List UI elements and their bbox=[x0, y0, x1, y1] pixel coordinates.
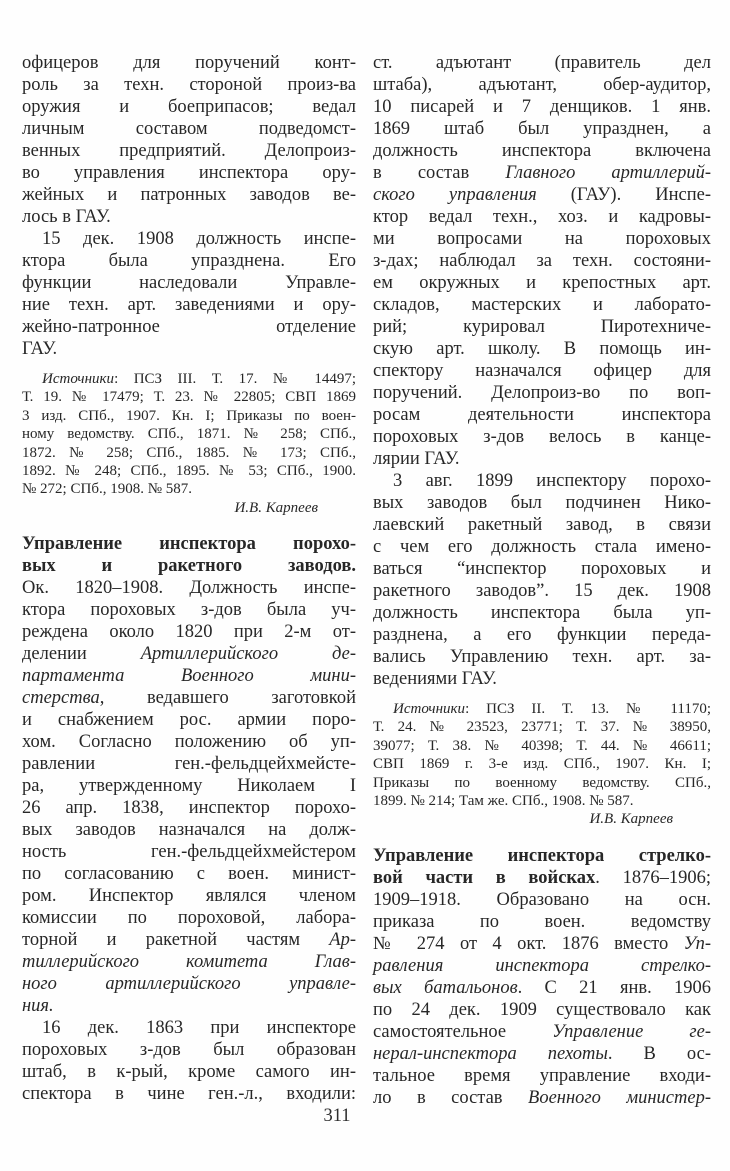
text-run: разднена, а его функции переда- bbox=[373, 625, 711, 645]
paragraph bbox=[22, 1017, 356, 1105]
text-run: 26 апр. 1838, инспектор порохо- bbox=[22, 798, 356, 819]
text-line bbox=[373, 602, 711, 624]
right-column bbox=[373, 52, 711, 1109]
text-line bbox=[22, 140, 356, 162]
text-run: . В ос- bbox=[607, 1043, 712, 1064]
italic-run: ния. bbox=[22, 996, 54, 1017]
text-line bbox=[22, 272, 356, 294]
text-line bbox=[373, 737, 711, 755]
text-line bbox=[373, 250, 711, 272]
text-run: и снабжением рос. армии поро- bbox=[22, 710, 356, 731]
text-run: : ПСЗ III. Т. 17. № 14497; bbox=[114, 371, 356, 387]
text-line bbox=[22, 951, 356, 973]
text-line bbox=[373, 470, 711, 492]
text-run: складов, мастерских и лаборато- bbox=[373, 295, 711, 315]
italic-run: Артиллерийского де- bbox=[140, 644, 356, 665]
text-run: вались Управлению техн. арт. за- bbox=[373, 647, 711, 667]
text-run: ведениями ГАУ. bbox=[373, 669, 497, 689]
text-run: скую арт. школу. В помощь ин- bbox=[373, 339, 711, 359]
italic-run: равления инспектора стрелко- bbox=[373, 955, 711, 976]
text-run: должность инспектора была уп- bbox=[373, 603, 711, 623]
text-line bbox=[373, 140, 711, 162]
text-run: равлении ген.-фельдцейхмейсте- bbox=[22, 754, 356, 775]
text-run: (ГАУ). Инспе- bbox=[536, 185, 711, 205]
italic-run: тиллерийского комитета Глав- bbox=[22, 952, 356, 973]
text-run: Т. 19. № 17479; Т. 23. № 22805; СВП 1869 bbox=[22, 389, 356, 406]
text-line bbox=[22, 995, 356, 1017]
text-line bbox=[22, 206, 356, 228]
text-line bbox=[22, 1061, 356, 1083]
text-run: 16 дек. 1863 при инспекторе bbox=[42, 1018, 356, 1039]
heading-run: вых и ракетного заводов. bbox=[22, 556, 356, 577]
paragraph bbox=[22, 228, 356, 360]
text-run: лярии ГАУ. bbox=[373, 449, 460, 469]
text-line bbox=[373, 162, 711, 184]
text-run: 1899. № 214; Там же. СПб., 1908. № 587. bbox=[373, 793, 634, 810]
text-line bbox=[373, 206, 711, 228]
text-run: по 24 дек. 1909 существовало как bbox=[373, 999, 711, 1020]
italic-run: Главного артиллерий- bbox=[505, 163, 711, 183]
text-line bbox=[373, 492, 711, 514]
text-line bbox=[373, 867, 711, 889]
text-line bbox=[373, 426, 711, 448]
text-line bbox=[373, 911, 711, 933]
text-run: лаевский ракетный завод, в связи bbox=[373, 515, 711, 535]
italic-run: Источники bbox=[42, 371, 115, 387]
text-line bbox=[22, 228, 356, 250]
author-line bbox=[373, 810, 711, 828]
text-run: 10 писарей и 7 денщиков. 1 янв. bbox=[373, 97, 711, 117]
text-run: ному ведомству. СПб., 1871. № 258; СПб., bbox=[22, 426, 356, 443]
text-line bbox=[373, 558, 711, 580]
text-line bbox=[22, 52, 356, 74]
text-line bbox=[22, 885, 356, 907]
text-run: во управления инспектора ору- bbox=[22, 163, 356, 183]
text-line bbox=[22, 555, 356, 577]
text-line bbox=[373, 646, 711, 668]
text-line bbox=[22, 96, 356, 118]
text-line bbox=[373, 624, 711, 646]
text-line bbox=[373, 774, 711, 792]
text-line bbox=[22, 709, 356, 731]
text-run: 3 авг. 1899 инспектору порохо- bbox=[393, 471, 711, 491]
text-run: функции наследовали Управле- bbox=[22, 273, 356, 293]
text-line bbox=[373, 514, 711, 536]
text-line bbox=[373, 792, 711, 810]
text-run: Ок. 1820–1908. Должность инспе- bbox=[22, 578, 356, 599]
text-run: 1869 штаб был упразднен, а bbox=[373, 119, 711, 139]
text-run: жейно-патронное отделение bbox=[22, 317, 356, 337]
text-run: приказа по воен. ведомству bbox=[373, 911, 711, 932]
text-line bbox=[373, 294, 711, 316]
text-run: вых заводов назначался на долж- bbox=[22, 820, 356, 841]
italic-run: партамента Военного мини- bbox=[22, 666, 356, 687]
text-run: : ПСЗ II. Т. 13. № 11170; bbox=[465, 701, 711, 717]
text-line bbox=[373, 448, 711, 470]
text-line bbox=[22, 407, 356, 425]
text-line bbox=[22, 599, 356, 621]
text-line bbox=[22, 929, 356, 951]
text-line bbox=[373, 272, 711, 294]
text-line bbox=[373, 700, 711, 718]
text-line bbox=[22, 425, 356, 443]
text-run: 1872. № 258; СПб., 1885. № 173; СПб., bbox=[22, 444, 356, 461]
text-run: хом. Согласно положению об уп- bbox=[22, 732, 356, 753]
text-run: ем окружных и крепостных арт. bbox=[373, 273, 711, 293]
text-line bbox=[373, 338, 711, 360]
text-run: ст. адъютант (правитель дел bbox=[373, 53, 711, 73]
sources-block bbox=[22, 370, 356, 499]
text-run: лось в ГАУ. bbox=[22, 207, 111, 227]
text-line bbox=[22, 250, 356, 272]
text-run: комиссии по пороховой, лабора- bbox=[22, 908, 356, 929]
text-line bbox=[22, 370, 356, 388]
text-line bbox=[22, 74, 356, 96]
text-line bbox=[373, 382, 711, 404]
text-line bbox=[22, 388, 356, 406]
text-line bbox=[22, 1083, 356, 1105]
text-run: Т. 24. № 23523, 23771; Т. 37. № 38950, bbox=[373, 719, 711, 736]
text-run: № 274 от 4 окт. 1876 вместо bbox=[373, 933, 684, 954]
text-run: . 1876–1906; bbox=[595, 867, 711, 888]
text-run: 3 изд. СПб., 1907. Кн. I; Приказы по воен- bbox=[22, 407, 356, 424]
italic-run: Ар- bbox=[329, 930, 356, 951]
text-line bbox=[373, 933, 711, 955]
text-run: 1909–1918. Образовано на осн. bbox=[373, 889, 711, 910]
text-run: росам деятельности инспектора bbox=[373, 405, 711, 425]
text-run: 1892. № 248; СПб., 1895. № 53; СПб., 1900. bbox=[22, 463, 356, 480]
italic-run: нерал-инспектора пехоты bbox=[373, 1043, 608, 1064]
italic-run: И.В. Карпеев bbox=[589, 811, 673, 828]
text-run: вых заводов был подчинен Нико- bbox=[373, 493, 711, 513]
text-run: ми вопросами на пороховых bbox=[373, 229, 711, 249]
text-line bbox=[373, 668, 711, 690]
paragraph bbox=[373, 52, 711, 470]
text-line bbox=[22, 841, 356, 863]
text-run: тальное время управление входи- bbox=[373, 1065, 711, 1086]
text-run: с чем его должность стала имено- bbox=[373, 537, 711, 557]
text-line bbox=[22, 444, 356, 462]
italic-run: стерства bbox=[22, 688, 100, 709]
author-signature bbox=[373, 810, 711, 828]
text-run: СВП 1869 г. 3-е изд. СПб., 1907. Кн. I; bbox=[373, 756, 711, 773]
text-line bbox=[373, 360, 711, 382]
text-line bbox=[22, 907, 356, 929]
paragraph bbox=[373, 845, 711, 1109]
text-line bbox=[22, 665, 356, 687]
text-run: пороховых з-дов велось в канце- bbox=[373, 427, 711, 447]
text-line bbox=[22, 973, 356, 995]
text-line bbox=[22, 162, 356, 184]
text-run: по согласованию с воен. минист- bbox=[22, 864, 356, 885]
text-run: рий; курировал Пиротехниче- bbox=[373, 317, 711, 337]
text-run: спектора в чине ген.-л., входили: bbox=[22, 1084, 356, 1105]
text-line bbox=[22, 1039, 356, 1061]
text-line bbox=[22, 294, 356, 316]
text-run: делении bbox=[22, 644, 141, 665]
text-run: поручений. Делопроиз-во по воп- bbox=[373, 383, 711, 403]
text-run: должность инспектора включена bbox=[373, 141, 711, 161]
text-run: роль за техн. стороной произ-ва bbox=[22, 75, 356, 95]
text-line bbox=[22, 184, 356, 206]
text-run: личным составом подведомст- bbox=[22, 119, 356, 139]
text-run: ГАУ. bbox=[22, 339, 58, 359]
text-line bbox=[22, 863, 356, 885]
text-run: штаб, в к-рый, кроме самого ин- bbox=[22, 1062, 356, 1083]
italic-run: Источники bbox=[393, 701, 466, 717]
italic-run: И.В. Карпеев bbox=[234, 499, 318, 516]
text-line bbox=[373, 96, 711, 118]
text-line bbox=[22, 577, 356, 599]
text-line bbox=[22, 118, 356, 140]
text-line bbox=[22, 480, 356, 498]
text-run: ракетного заводов”. 15 дек. 1908 bbox=[373, 581, 711, 601]
text-line bbox=[22, 462, 356, 480]
italic-run: Военного министер- bbox=[528, 1087, 711, 1108]
text-line bbox=[373, 1021, 711, 1043]
text-line bbox=[373, 845, 711, 867]
text-run: самостоятельное bbox=[373, 1021, 553, 1042]
text-run: 39077; Т. 38. № 40398; Т. 44. № 46611; bbox=[373, 737, 711, 754]
text-line bbox=[22, 643, 356, 665]
text-line bbox=[373, 184, 711, 206]
text-line bbox=[22, 316, 356, 338]
text-line bbox=[22, 819, 356, 841]
text-line bbox=[373, 404, 711, 426]
text-run: спектору назначался офицер для bbox=[373, 361, 711, 381]
text-line bbox=[373, 1043, 711, 1065]
text-run: ние техн. арт. заведениями и ору- bbox=[22, 295, 356, 315]
text-line bbox=[373, 74, 711, 96]
text-line bbox=[373, 955, 711, 977]
author-signature bbox=[22, 499, 356, 517]
text-line bbox=[22, 621, 356, 643]
text-run: жейных и патронных заводов ве- bbox=[22, 185, 356, 205]
text-line bbox=[373, 999, 711, 1021]
text-line bbox=[373, 118, 711, 140]
text-run: з-дах; наблюдал за техн. состояни- bbox=[373, 251, 711, 271]
text-run: , ведавшего заготовкой bbox=[99, 688, 356, 709]
page-number: 311 bbox=[323, 1106, 351, 1126]
text-run: ность ген.-фельдцейхмейстером bbox=[22, 842, 356, 863]
text-line bbox=[373, 1065, 711, 1087]
text-line bbox=[373, 536, 711, 558]
text-line bbox=[22, 687, 356, 709]
text-run: ктора пороховых з-дов была уч- bbox=[22, 600, 356, 621]
text-line bbox=[373, 977, 711, 999]
italic-run: ского управления bbox=[373, 185, 537, 205]
italic-run: вых батальонов bbox=[373, 977, 518, 998]
text-run: офицеров для поручений конт- bbox=[22, 53, 356, 73]
italic-run: Уп- bbox=[683, 933, 711, 954]
text-run: торной и ракетной частям bbox=[22, 930, 330, 951]
text-run: ктора была упразднена. Его bbox=[22, 251, 356, 271]
text-run: ваться “инспектор пороховых и bbox=[373, 559, 711, 579]
text-line bbox=[22, 753, 356, 775]
text-line bbox=[22, 775, 356, 797]
text-run: штаба), адъютант, обер-аудитор, bbox=[373, 75, 711, 95]
text-run: № 272; СПб., 1908. № 587. bbox=[22, 481, 193, 498]
paragraph bbox=[373, 470, 711, 690]
text-run: ло в состав bbox=[373, 1087, 529, 1108]
text-line bbox=[22, 797, 356, 819]
left-column bbox=[22, 52, 356, 1105]
text-line bbox=[373, 52, 711, 74]
text-run: оружия и боеприпасов; ведал bbox=[22, 97, 356, 117]
text-run: ром. Инспектор являлся членом bbox=[22, 886, 356, 907]
text-line bbox=[373, 316, 711, 338]
sources-block bbox=[373, 700, 711, 810]
text-run: ра, утвержденному Николаем I bbox=[22, 776, 356, 797]
heading-run: вой части в войсках bbox=[373, 867, 596, 888]
text-run: реждена около 1820 при 2-м от- bbox=[22, 622, 356, 643]
text-run: в состав bbox=[373, 163, 506, 183]
text-line bbox=[22, 731, 356, 753]
text-run: Приказы по военному ведомству. СПб., bbox=[373, 774, 711, 791]
author-line bbox=[22, 499, 356, 517]
italic-run: Управление ге- bbox=[552, 1021, 712, 1042]
text-line bbox=[22, 533, 356, 555]
text-line bbox=[22, 338, 356, 360]
heading-run: Управление инспектора стрелко- bbox=[373, 845, 711, 866]
text-run: 15 дек. 1908 должность инспе- bbox=[42, 229, 356, 249]
italic-run: ного артиллерийского управле- bbox=[22, 974, 356, 995]
text-line bbox=[373, 580, 711, 602]
paragraph bbox=[22, 533, 356, 1017]
text-run: ктор ведал техн., хоз. и кадровы- bbox=[373, 207, 711, 227]
text-line bbox=[373, 228, 711, 250]
text-run: . С 21 янв. 1906 bbox=[517, 977, 711, 998]
heading-run: Управление инспектора порохо- bbox=[22, 534, 356, 555]
text-run: пороховых з-дов был образован bbox=[22, 1040, 356, 1061]
text-line bbox=[373, 718, 711, 736]
text-line bbox=[373, 889, 711, 911]
paragraph bbox=[22, 52, 356, 228]
text-line bbox=[373, 755, 711, 773]
text-run: венных предприятий. Делопроиз- bbox=[22, 141, 356, 161]
text-line bbox=[22, 1017, 356, 1039]
